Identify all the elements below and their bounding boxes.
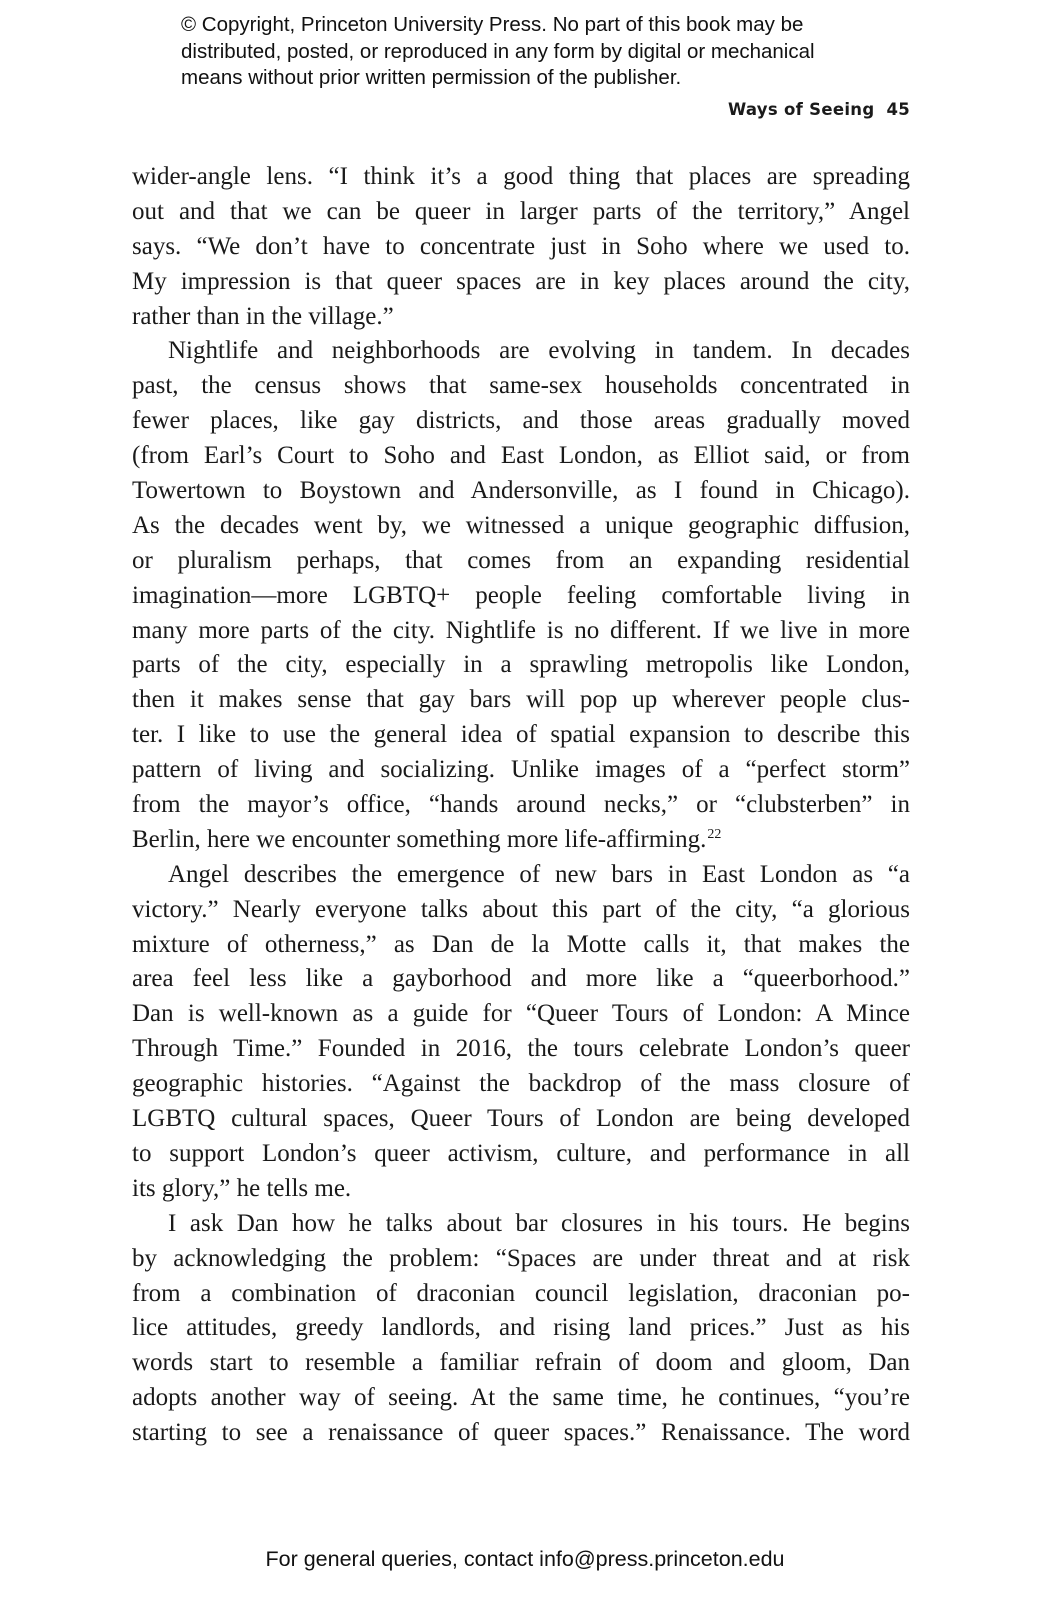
copyright-line: means without prior written permission of the publisher. — [181, 66, 682, 89]
footnote-reference[interactable]: 22 — [707, 826, 722, 842]
body-text — [132, 160, 910, 1451]
copyright-line: distributed, posted, or reproduced in any form by digital or mechanical — [181, 39, 815, 63]
text-line: rather than in the village.” — [132, 302, 394, 330]
text-line: to support London’s queer activism, culture, and performance in all — [132, 1139, 910, 1167]
text-line: past, the census shows that same-sex households concentrated in — [132, 372, 910, 400]
copyright-line: © Copyright, Princeton University Press. No part of this book may be — [181, 13, 804, 36]
text-line: fewer places, like gay districts, and those areas gradually moved — [132, 407, 910, 435]
running-head — [728, 100, 910, 119]
text-line: its glory,” he tells me. — [132, 1174, 352, 1202]
text-line: from a combination of draconian council legislation, draconian po- — [132, 1279, 910, 1307]
text-line: LGBTQ cultural spaces, Queer Tours of London are being developed — [132, 1105, 910, 1133]
text-line: Towertown to Boystown and Andersonville, as I found in Chicago). — [132, 477, 910, 505]
contact-email-link[interactable]: info@press.princeton.edu — [539, 1547, 785, 1571]
text-line: Dan is well-known as a guide for “Queer Tours of London: A Mince — [132, 1000, 910, 1028]
text-line: starting to see a renaissance of queer spaces.” Renaissance. The word — [132, 1419, 910, 1447]
text-line: Berlin, here we encounter something more life-affirming. — [132, 825, 707, 853]
running-head-title: Ways of Seeing — [727, 100, 875, 119]
text-line: then it makes sense that gay bars will pop up wherever people clus- — [132, 686, 910, 714]
text-line: ter. I like to use the general idea of spatial expansion to describe this — [132, 721, 910, 749]
text-line: I ask Dan how he talks about bar closures in his tours. He begins — [168, 1209, 910, 1237]
text-line: As the decades went by, we witnessed a unique geographic diffusion, — [132, 511, 910, 539]
text-line: from the mayor’s office, “hands around necks,” or “clubsterben” in — [132, 791, 910, 819]
copyright-notice — [181, 12, 901, 92]
text-line: lice attitudes, greedy landlords, and rising land prices.” Just as his — [132, 1314, 910, 1342]
text-line: mixture of otherness,” as Dan de la Motte calls it, that makes the — [132, 930, 910, 958]
text-line: Angel describes the emergence of new bars in East London as “a — [168, 860, 910, 888]
text-line: adopts another way of seeing. At the same time, he continues, “you’re — [132, 1384, 910, 1412]
footer-text: For general queries, contact — [265, 1547, 534, 1571]
text-line: or pluralism perhaps, that comes from an expanding residential — [132, 546, 910, 574]
text-line: imagination—more LGBTQ+ people feeling comfortable living in — [132, 581, 910, 609]
text-line: many more parts of the city. Nightlife is no different. If we live in more — [132, 616, 910, 644]
text-line: parts of the city, especially in a sprawling metropolis like London, — [132, 651, 910, 679]
footer — [0, 1547, 1050, 1572]
text-line: victory.” Nearly everyone talks about this part of the city, “a glorious — [132, 895, 910, 923]
text-line: wider-angle lens. “I think it’s a good thing that places are spreading — [132, 163, 910, 190]
text-line: says. “We don’t have to concentrate just in Soho where we used to. — [132, 232, 910, 260]
text-line: geographic histories. “Against the backdrop of the mass closure of — [132, 1070, 910, 1098]
text-line: area feel less like a gayborhood and more like a “queerborhood.” — [132, 965, 910, 993]
page-number: 45 — [886, 100, 910, 119]
text-line: (from Earl’s Court to Soho and East London, as Elliot said, or from — [132, 442, 910, 470]
text-line: words start to resemble a familiar refrain of doom and gloom, Dan — [132, 1349, 910, 1377]
text-line: pattern of living and socializing. Unlike images of a “perfect storm” — [132, 756, 910, 784]
text-line: My impression is that queer spaces are in key places around the city, — [132, 267, 910, 295]
text-line: Nightlife and neighborhoods are evolving in tandem. In decades — [168, 337, 910, 365]
text-line: by acknowledging the problem: “Spaces are under threat and at risk — [132, 1244, 910, 1272]
text-line: out and that we can be queer in larger parts of the territory,” Angel — [132, 197, 910, 225]
text-line: Through Time.” Founded in 2016, the tours celebrate London’s queer — [132, 1035, 910, 1063]
text-line-with-footnote — [132, 823, 910, 858]
